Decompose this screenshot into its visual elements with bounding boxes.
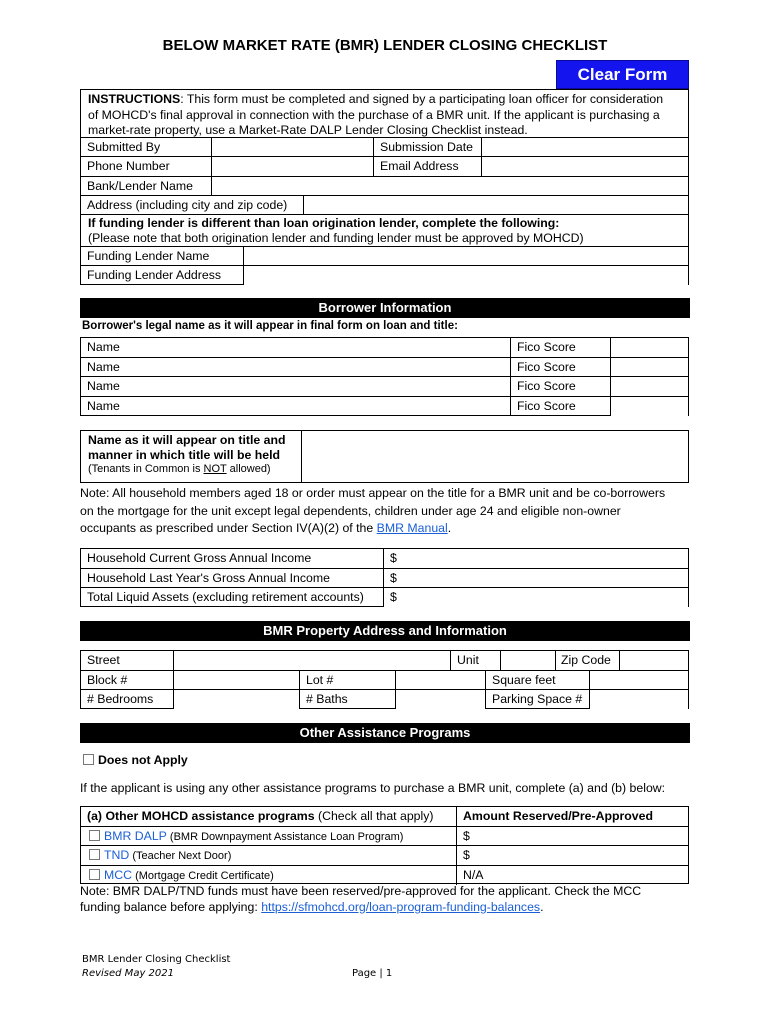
household-note-line3: occupants as prescribed under Section IV(A)(2) of the bbox=[80, 521, 377, 535]
income-row bbox=[81, 587, 688, 607]
program-amount-value: N/A bbox=[456, 866, 688, 885]
title-manner-box bbox=[80, 430, 689, 483]
parking-space-label: Parking Space # bbox=[485, 690, 589, 709]
lot-input[interactable] bbox=[395, 671, 485, 690]
assistance-table bbox=[80, 806, 689, 884]
program-checkbox[interactable] bbox=[89, 830, 100, 841]
phone-row bbox=[81, 156, 688, 176]
program-checkbox[interactable] bbox=[89, 849, 100, 860]
funding-balances-link[interactable]: https://sfmohcd.org/loan-program-funding-balances bbox=[261, 900, 541, 914]
assistance-note-end: . bbox=[540, 900, 544, 914]
parking-space-input[interactable] bbox=[589, 690, 688, 709]
submission-date-label: Submission Date bbox=[373, 138, 481, 157]
address-label: Address (including city and zip code) bbox=[87, 198, 288, 212]
bedrooms-input[interactable] bbox=[173, 690, 299, 709]
assistance-header: Other Assistance Programs bbox=[80, 723, 690, 743]
funding-note-bold: If funding lender is different than loan origination lender, complete the following: bbox=[88, 216, 560, 230]
borrower-name-label: Name bbox=[87, 360, 120, 374]
income-input[interactable]: $ bbox=[383, 588, 688, 607]
tenants-post: allowed) bbox=[226, 463, 271, 475]
footer-doc-title: BMR Lender Closing Checklist bbox=[82, 954, 231, 965]
baths-input[interactable] bbox=[395, 690, 485, 709]
does-not-apply-option[interactable] bbox=[83, 753, 188, 767]
borrower-name-label: Name bbox=[87, 379, 120, 393]
lot-label: Lot # bbox=[299, 671, 395, 690]
program-amount-input[interactable]: $ bbox=[456, 846, 688, 865]
program-option[interactable] bbox=[81, 846, 456, 865]
clear-form-button[interactable]: Clear Form bbox=[556, 60, 689, 89]
borrower-info-header: Borrower Information bbox=[80, 298, 690, 318]
borrower-name-label: Name bbox=[87, 399, 120, 413]
household-note-end: . bbox=[447, 521, 452, 535]
borrower-fico-label: Fico Score bbox=[510, 338, 610, 358]
col-a-bold: (a) Other MOHCD assistance programs bbox=[87, 809, 315, 823]
funding-note bbox=[88, 216, 584, 246]
program-option[interactable] bbox=[81, 827, 456, 846]
assistance-header-row bbox=[81, 807, 688, 827]
assistance-note-line2: funding balance before applying: bbox=[80, 900, 262, 914]
borrower-table bbox=[80, 337, 689, 416]
street-input[interactable] bbox=[173, 651, 450, 671]
income-input[interactable]: $ bbox=[383, 549, 688, 569]
household-note bbox=[80, 485, 665, 538]
address-row bbox=[81, 195, 688, 215]
borrower-fico-input[interactable] bbox=[610, 377, 688, 396]
household-note-line1: Note: All household members aged 18 or order must appear on the title for a BMR unit and be co-borrowers bbox=[80, 486, 666, 500]
col-a-rest: (Check all that apply) bbox=[314, 809, 434, 823]
income-input[interactable]: $ bbox=[383, 569, 688, 588]
program-desc: (Mortgage Credit Certificate) bbox=[132, 870, 274, 882]
income-label: Household Current Gross Annual Income bbox=[87, 551, 312, 565]
address-input[interactable] bbox=[303, 196, 688, 215]
borrower-row bbox=[81, 338, 688, 358]
title-label-line2: manner in which title will be held bbox=[88, 447, 280, 462]
bmr-manual-link[interactable]: BMR Manual bbox=[376, 521, 448, 535]
borrower-row bbox=[81, 376, 688, 396]
funding-note-row bbox=[81, 214, 688, 246]
program-desc: (BMR Downpayment Assistance Loan Program) bbox=[166, 831, 404, 843]
instructions-label: INSTRUCTIONS bbox=[88, 92, 181, 106]
program-row bbox=[81, 865, 688, 885]
funding-lender-name-label: Funding Lender Name bbox=[87, 249, 210, 263]
borrower-fico-label: Fico Score bbox=[510, 377, 610, 396]
borrower-fico-label: Fico Score bbox=[510, 358, 610, 377]
property-table bbox=[80, 650, 689, 709]
zip-code-label: Zip Code bbox=[555, 651, 619, 671]
property-row-bedrooms bbox=[81, 689, 688, 709]
funding-address-row bbox=[81, 265, 688, 285]
borrower-row bbox=[81, 357, 688, 377]
borrower-fico-input[interactable] bbox=[610, 358, 688, 377]
borrower-name-label: Name bbox=[87, 340, 120, 354]
does-not-apply-label: Does not Apply bbox=[98, 753, 188, 767]
program-desc: (Teacher Next Door) bbox=[129, 850, 232, 862]
household-note-line2: on the mortgage for the unit except legal dependents, children under age 24 and eligible non-owner bbox=[80, 503, 621, 518]
instructions-line2: of MOHCD's final approval in connection with the purchase of a BMR unit. If the applicant is purchasing a bbox=[88, 107, 660, 122]
title-manner-input[interactable] bbox=[301, 431, 688, 482]
instructions bbox=[88, 92, 663, 139]
bank-row bbox=[81, 176, 688, 196]
zip-code-input[interactable] bbox=[619, 651, 688, 671]
income-label: Total Liquid Assets (excluding retirement accounts) bbox=[87, 590, 364, 604]
email-address-label: Email Address bbox=[373, 157, 481, 176]
income-row bbox=[81, 549, 688, 569]
instructions-line1: : This form must be completed and signed by a participating loan officer for consideration bbox=[180, 92, 664, 106]
property-header: BMR Property Address and Information bbox=[80, 621, 690, 641]
title-manner-label bbox=[88, 433, 285, 477]
footer-page-number: Page | 1 bbox=[352, 968, 393, 979]
footer-revised: Revised May 2021 bbox=[82, 968, 174, 979]
email-address-input[interactable] bbox=[481, 157, 688, 176]
borrower-fico-input[interactable] bbox=[610, 397, 688, 416]
phone-number-label: Phone Number bbox=[87, 159, 170, 173]
instructions-line3: market-rate property, use a Market-Rate DALP Lender Closing Checklist instead. bbox=[88, 123, 528, 137]
program-row bbox=[81, 826, 688, 846]
program-checkbox[interactable] bbox=[89, 869, 100, 880]
income-label: Household Last Year's Gross Annual Income bbox=[87, 571, 330, 585]
assistance-note bbox=[80, 883, 641, 915]
bank-lender-name-input[interactable] bbox=[211, 177, 688, 196]
income-table bbox=[80, 548, 689, 607]
funding-lender-name-input[interactable] bbox=[243, 247, 688, 266]
tenants-pre: (Tenants in Common is bbox=[88, 463, 204, 475]
assistance-col-b: Amount Reserved/Pre-Approved bbox=[456, 807, 688, 827]
phone-number-input[interactable] bbox=[211, 157, 373, 176]
assistance-note-line1: Note: BMR DALP/TND funds must have been reserved/pre-approved for the applicant. Check the MCC bbox=[80, 884, 642, 898]
does-not-apply-checkbox[interactable] bbox=[83, 754, 94, 765]
square-feet-label: Square feet bbox=[485, 671, 589, 690]
block-input[interactable] bbox=[173, 671, 299, 690]
program-row bbox=[81, 845, 688, 865]
funding-lender-address-input[interactable] bbox=[243, 266, 688, 285]
funding-lender-address-label: Funding Lender Address bbox=[87, 268, 221, 282]
income-row bbox=[81, 568, 688, 588]
funding-note-text: (Please note that both origination lender and funding lender must be approved by MOHCD) bbox=[88, 231, 584, 245]
square-feet-input[interactable] bbox=[589, 671, 688, 690]
bank-lender-name-label: Bank/Lender Name bbox=[87, 179, 193, 193]
baths-label: # Baths bbox=[299, 690, 395, 709]
program-code: BMR DALP bbox=[104, 829, 167, 843]
bedrooms-label: # Bedrooms bbox=[87, 692, 154, 706]
tenants-note bbox=[88, 462, 285, 477]
submitted-by-row bbox=[81, 137, 688, 157]
borrower-row bbox=[81, 396, 688, 416]
unit-label: Unit bbox=[450, 651, 500, 671]
submitted-by-label: Submitted By bbox=[87, 140, 161, 154]
program-amount-input[interactable]: $ bbox=[456, 827, 688, 846]
tenants-not: NOT bbox=[203, 463, 227, 475]
program-code: MCC bbox=[104, 868, 133, 882]
property-row-street bbox=[81, 651, 688, 671]
block-label: Block # bbox=[87, 673, 128, 687]
page-title: BELOW MARKET RATE (BMR) LENDER CLOSING CHECKLIST bbox=[162, 37, 608, 54]
unit-input[interactable] bbox=[500, 651, 555, 671]
submitted-by-input[interactable] bbox=[211, 138, 373, 157]
borrower-fico-input[interactable] bbox=[610, 338, 688, 358]
property-row-block bbox=[81, 670, 688, 690]
assistance-intro: If the applicant is using any other assistance programs to purchase a BMR unit, complete (a) and (b) below: bbox=[80, 781, 666, 795]
submission-date-input[interactable] bbox=[481, 138, 688, 157]
program-code: TND bbox=[104, 848, 130, 862]
street-label: Street bbox=[87, 653, 120, 667]
lender-info-section bbox=[80, 89, 689, 285]
borrower-fico-label: Fico Score bbox=[510, 397, 610, 416]
funding-name-row bbox=[81, 246, 688, 266]
borrower-legal-note: Borrower's legal name as it will appear in final form on loan and title: bbox=[82, 320, 458, 332]
assistance-col-a bbox=[81, 807, 456, 827]
title-label-line1: Name as it will appear on title and bbox=[88, 433, 286, 447]
